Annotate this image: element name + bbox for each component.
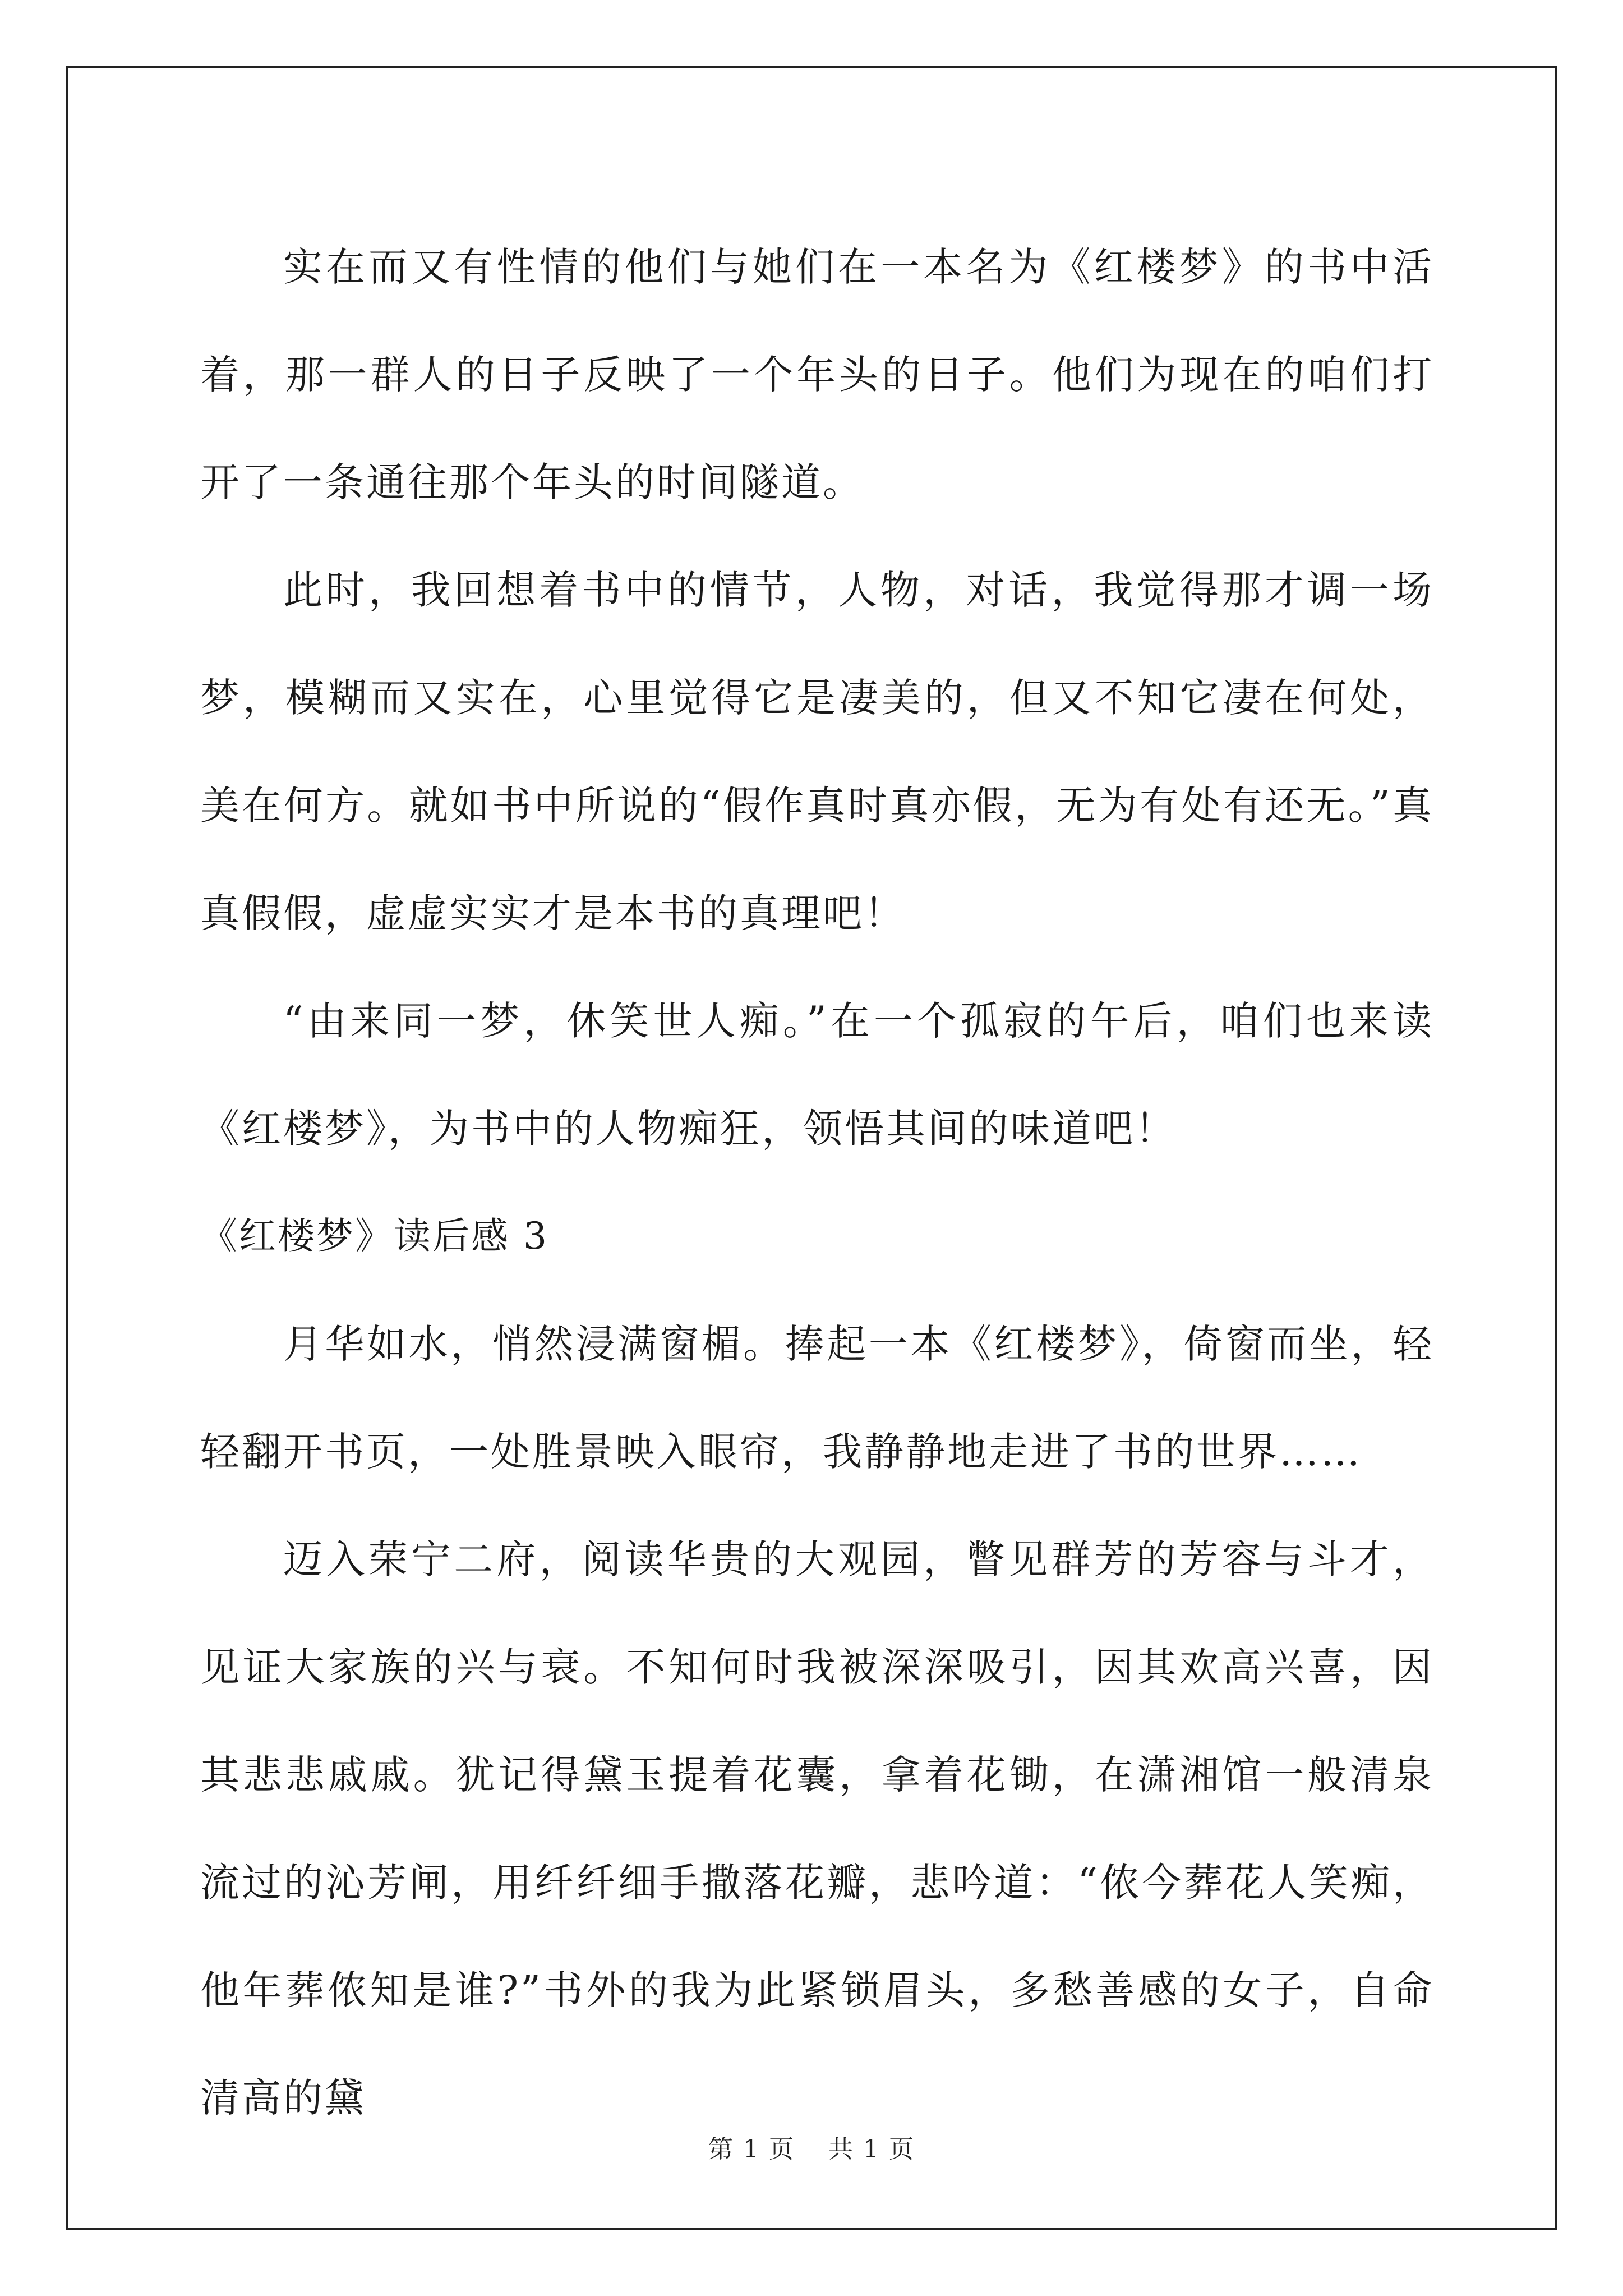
paragraph-4: 月华如水，悄然浸满窗楣。捧起一本《红楼梦》，倚窗而坐，轻轻翻开书页，一处胜景映入眼帘，我静静地走进了书的世界…… (200, 1321, 1434, 1475)
document-body (200, 213, 1434, 2152)
section-heading: 《红楼梦》读后感 3 (200, 1214, 548, 1258)
page-footer (0, 2129, 1623, 2165)
paragraph-3: “由来同一梦，休笑世人痴。”在一个孤寂的午后，咱们也来读《红楼梦》，为书中的人物痴狂，领悟其间的味道吧！ (200, 998, 1434, 1152)
paragraph-2: 此时，我回想着书中的情节，人物，对话，我觉得那才调一场梦，模糊而又实在，心里觉得它是凄美的，但又不知它凄在何处，美在何方。就如书中所说的“假作真时真亦假，无为有处有还无。”真真假假，虚虚实实才是本书的真理吧！ (200, 567, 1434, 936)
page-number-total: 共 1 页 (828, 2135, 915, 2164)
paragraph-1: 实在而又有性情的他们与她们在一本名为《红楼梦》的书中活着，那一群人的日子反映了一个年头的日子。他们为现在的咱们打开了一条通往那个年头的时间隧道。 (200, 244, 1434, 505)
page-number-current: 第 1 页 (708, 2135, 795, 2164)
paragraph-5: 迈入荣宁二府，阅读华贵的大观园，瞥见群芳的芳容与斗才，见证大家族的兴与衰。不知何时我被深深吸引，因其欢高兴喜，因其悲悲戚戚。犹记得黛玉提着花囊，拿着花锄，在潇湘馆一般清泉流过的沁芳闸，用纤纤细手撒落花瓣，悲吟道：“侬今葬花人笑痴，他年葬侬知是谁?”书外的我为此紧锁眉头，多愁善感的女子，自命清高的黛 (200, 1536, 1434, 2121)
